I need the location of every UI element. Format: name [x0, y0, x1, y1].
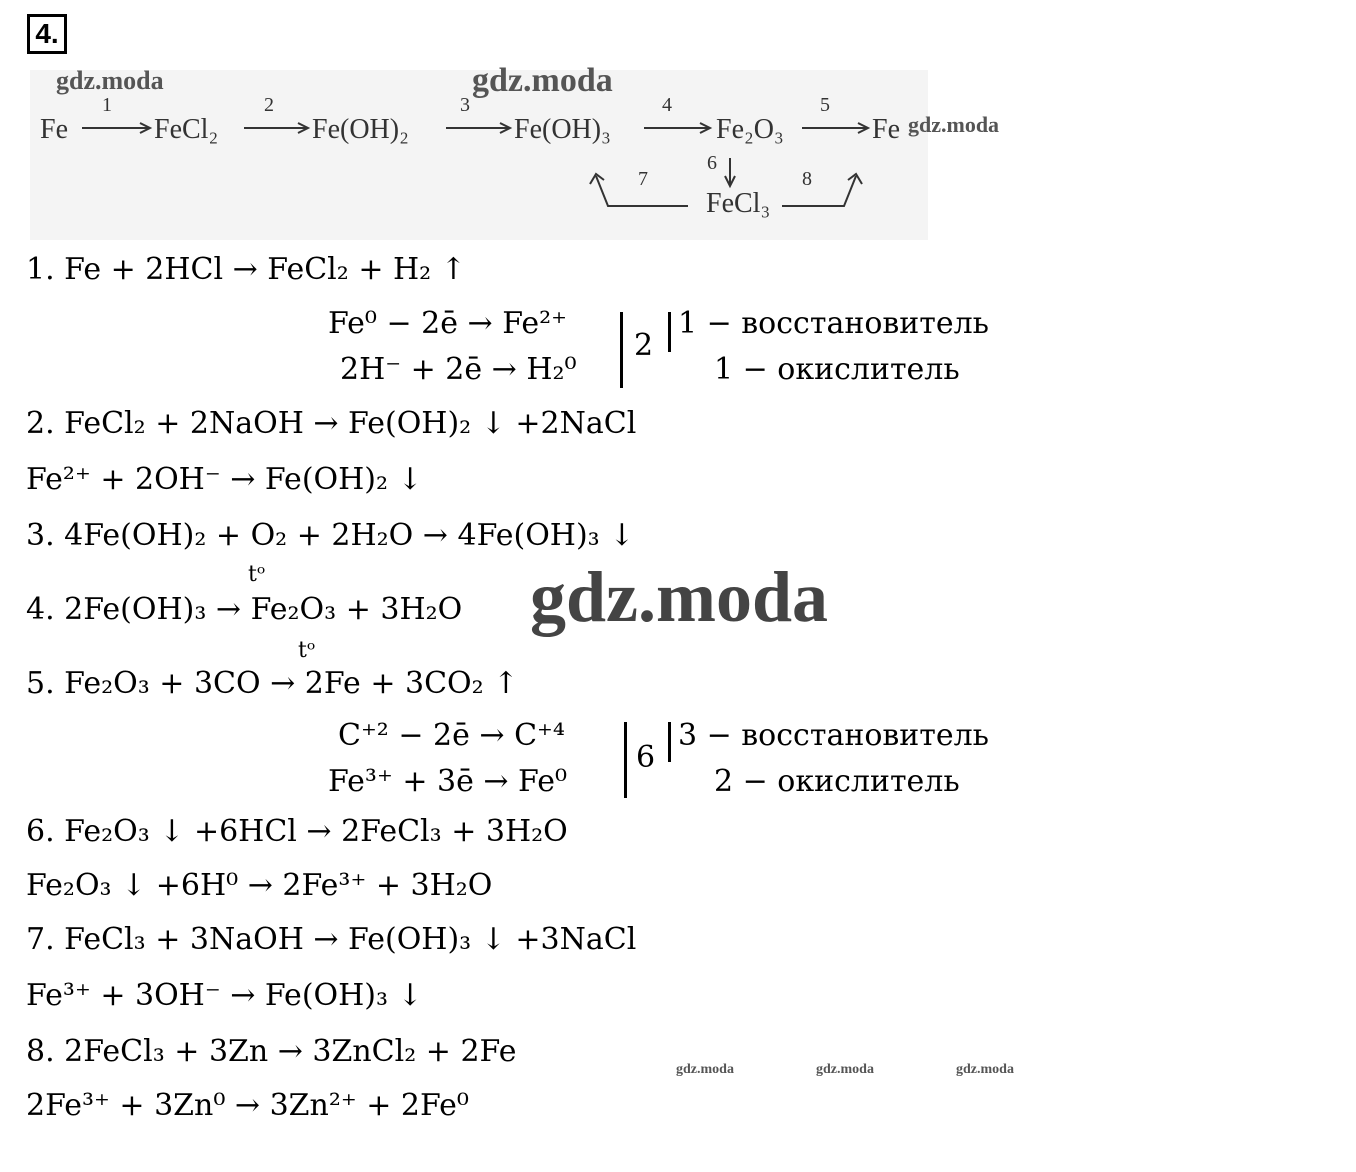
equation-line: 8. 2FeCl₃ + 3Zn → 3ZnCl₂ + 2Fe [26, 1034, 517, 1069]
scheme-substance: Fe [872, 114, 900, 145]
equation-line: 5. Fe₂O₃ + 3CO → 2Fe + 3CO₂ ↑ [26, 666, 519, 701]
equation-line: 6. Fe₂O₃ ↓ +6HCl → 2FeCl₃ + 3H₂O [26, 814, 568, 849]
balance-bar [620, 312, 623, 388]
scheme-step-number: 5 [820, 94, 830, 116]
heat-label: tᵒ [298, 638, 316, 663]
watermark: gdz.moda [472, 62, 613, 99]
scheme-step-number: 6 [707, 152, 717, 174]
watermark: gdz.moda [56, 66, 164, 95]
scheme-substance: Fe(OH)₃ [514, 114, 611, 145]
equation-line: 3. 4Fe(OH)₂ + O₂ + 2H₂O → 4Fe(OH)₃ ↓ [26, 518, 635, 553]
redox-role: 3 − восстановитель [678, 718, 990, 753]
half-reaction: 2H⁻ + 2ē → H₂⁰ [340, 352, 577, 387]
scheme-substance: Fe [40, 114, 68, 145]
electron-count: 2 [634, 328, 654, 363]
redox-role: 1 − восстановитель [678, 306, 990, 341]
scheme-step-number: 1 [102, 94, 112, 116]
equation-line: 2. FeCl₂ + 2NaOH → Fe(OH)₂ ↓ +2NaCl [26, 406, 637, 441]
scheme-substance: Fe₂O₃ [716, 114, 784, 145]
scheme-step-number: 2 [264, 94, 274, 116]
scheme-step-number: 3 [460, 94, 470, 116]
scheme-substance: FeCl₂ [154, 114, 219, 145]
watermark: gdz.moda [956, 1062, 1014, 1077]
scheme-substance: Fe(OH)₂ [312, 114, 409, 145]
half-reaction: C⁺² − 2ē → C⁺⁴ [338, 718, 565, 753]
watermark: gdz.moda [816, 1062, 874, 1077]
electron-count: 6 [636, 740, 656, 775]
equation-line: 1. Fe + 2HCl → FeCl₂ + H₂ ↑ [26, 252, 466, 287]
scheme-step-number: 4 [662, 94, 672, 116]
equation-line: 4. 2Fe(OH)₃ → Fe₂O₃ + 3H₂O [26, 592, 463, 627]
balance-bar [668, 722, 671, 762]
redox-role: 2 − окислитель [714, 764, 960, 799]
half-reaction: Fe³⁺ + 3ē → Fe⁰ [328, 764, 568, 799]
equation-line: 7. FeCl₃ + 3NaOH → Fe(OH)₃ ↓ +3NaCl [26, 922, 637, 957]
watermark: gdz.moda [530, 557, 829, 637]
balance-bar [668, 312, 671, 352]
task-number: 4. [27, 14, 67, 54]
scheme-step-number: 8 [802, 168, 812, 190]
redox-role: 1 − окислитель [714, 352, 960, 387]
equation-line: Fe²⁺ + 2OH⁻ → Fe(OH)₂ ↓ [26, 462, 423, 497]
balance-bar [624, 722, 627, 798]
heat-label: tᵒ [248, 562, 266, 587]
watermark: gdz.moda [676, 1062, 734, 1077]
equation-line: 2Fe³⁺ + 3Zn⁰ → 3Zn²⁺ + 2Fe⁰ [26, 1088, 469, 1123]
scheme-arrows [30, 70, 928, 240]
watermark: gdz.moda [908, 112, 1000, 137]
scheme-substance: FeCl₃ [706, 188, 771, 219]
equation-line: Fe₂O₃ ↓ +6H⁰ → 2Fe³⁺ + 3H₂O [26, 868, 493, 903]
scheme-step-number: 7 [638, 168, 648, 190]
equation-line: Fe³⁺ + 3OH⁻ → Fe(OH)₃ ↓ [26, 978, 423, 1013]
half-reaction: Fe⁰ − 2ē → Fe²⁺ [328, 306, 568, 341]
